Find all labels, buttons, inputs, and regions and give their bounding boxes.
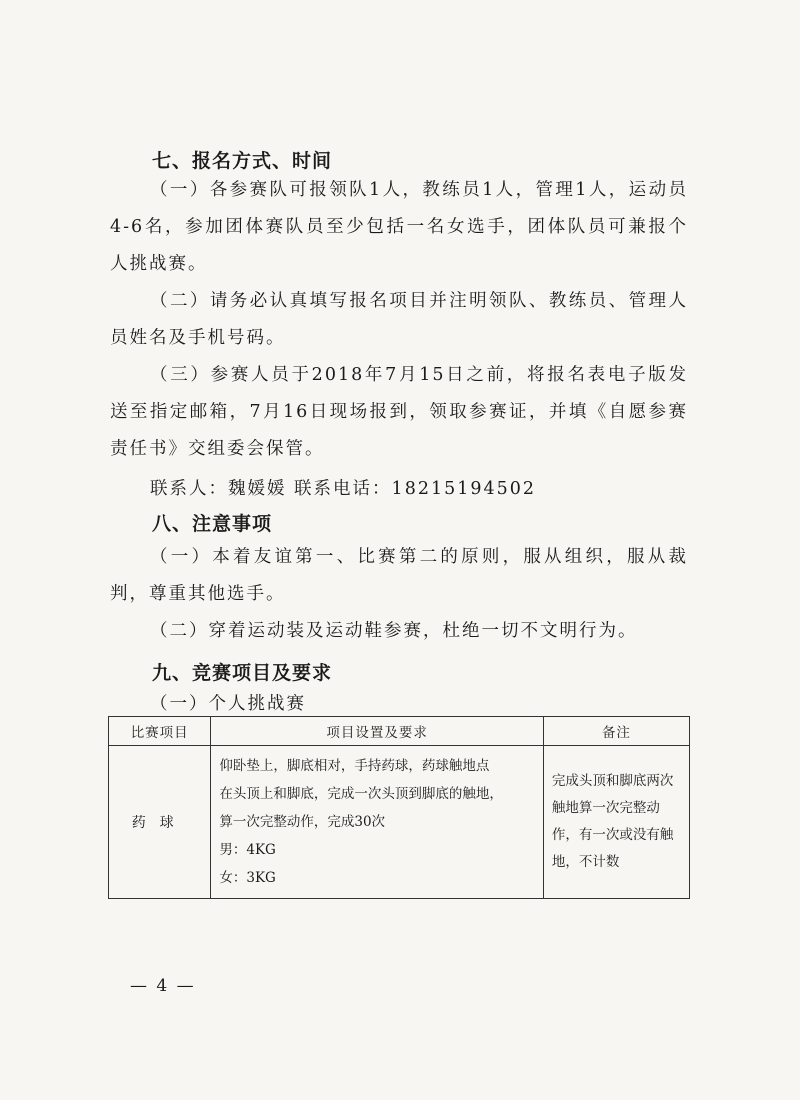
section-8-paragraph-2: （二）穿着运动装及运动鞋参赛，杜绝一切不文明行为。 (150, 621, 638, 641)
table-cell-item: 药球 (109, 746, 211, 899)
section-9-heading: 九、竞赛项目及要求 (152, 662, 333, 684)
competition-table (108, 716, 690, 899)
requirement-line: 仰卧垫上，脚底相对，手持药球，药球触地点 (219, 758, 490, 774)
requirement-line: 在头顶上和脚底，完成一次头顶到脚底的触地， (219, 786, 503, 802)
section-9-subheading: （一）个人挑战赛 (150, 694, 306, 714)
table-row (109, 746, 690, 899)
table-cell-notes: 完成头顶和脚底两次触地算一次完整动作，有一次或没有触地，不计数 (543, 746, 689, 899)
table-cell-requirements (211, 746, 544, 899)
section-8-paragraph-1: （一）本着友谊第一、比赛第二的原则，服从组织，服从裁判，尊重其他选手。 (110, 547, 688, 604)
table-header-requirements: 项目设置及要求 (211, 717, 544, 746)
section-8-heading: 八、注意事项 (152, 513, 273, 535)
section-7-paragraph-3: （三）参赛人员于2018年7月15日之前，将报名表电子版发送至指定邮箱，7月16日现场报到，领取参赛证，并填《自愿参赛责任书》交组委会保管。 (110, 365, 688, 459)
table-header-notes: 备注 (543, 717, 689, 746)
section-7-paragraph-2: （二）请务必认真填写报名项目并注明领队、教练员、管理人员姓名及手机号码。 (110, 291, 688, 348)
page-number: — 4 — (130, 976, 196, 996)
contact-line: 联系人：魏媛媛 联系电话：18215194502 (150, 479, 537, 499)
requirement-line: 男：4KG (219, 842, 276, 858)
section-7-paragraph-1: （一）各参赛队可报领队1人，教练员1人，管理1人，运动员4-6名，参加团体赛队员至少包括一名女选手，团体队员可兼报个人挑战赛。 (110, 180, 688, 274)
requirement-line: 女：3KG (219, 870, 276, 886)
table-header-item: 比赛项目 (109, 717, 211, 746)
requirement-line: 算一次完整动作，完成30次 (219, 814, 386, 830)
table-header-row (109, 717, 690, 746)
section-7-heading: 七、报名方式、时间 (152, 150, 333, 172)
